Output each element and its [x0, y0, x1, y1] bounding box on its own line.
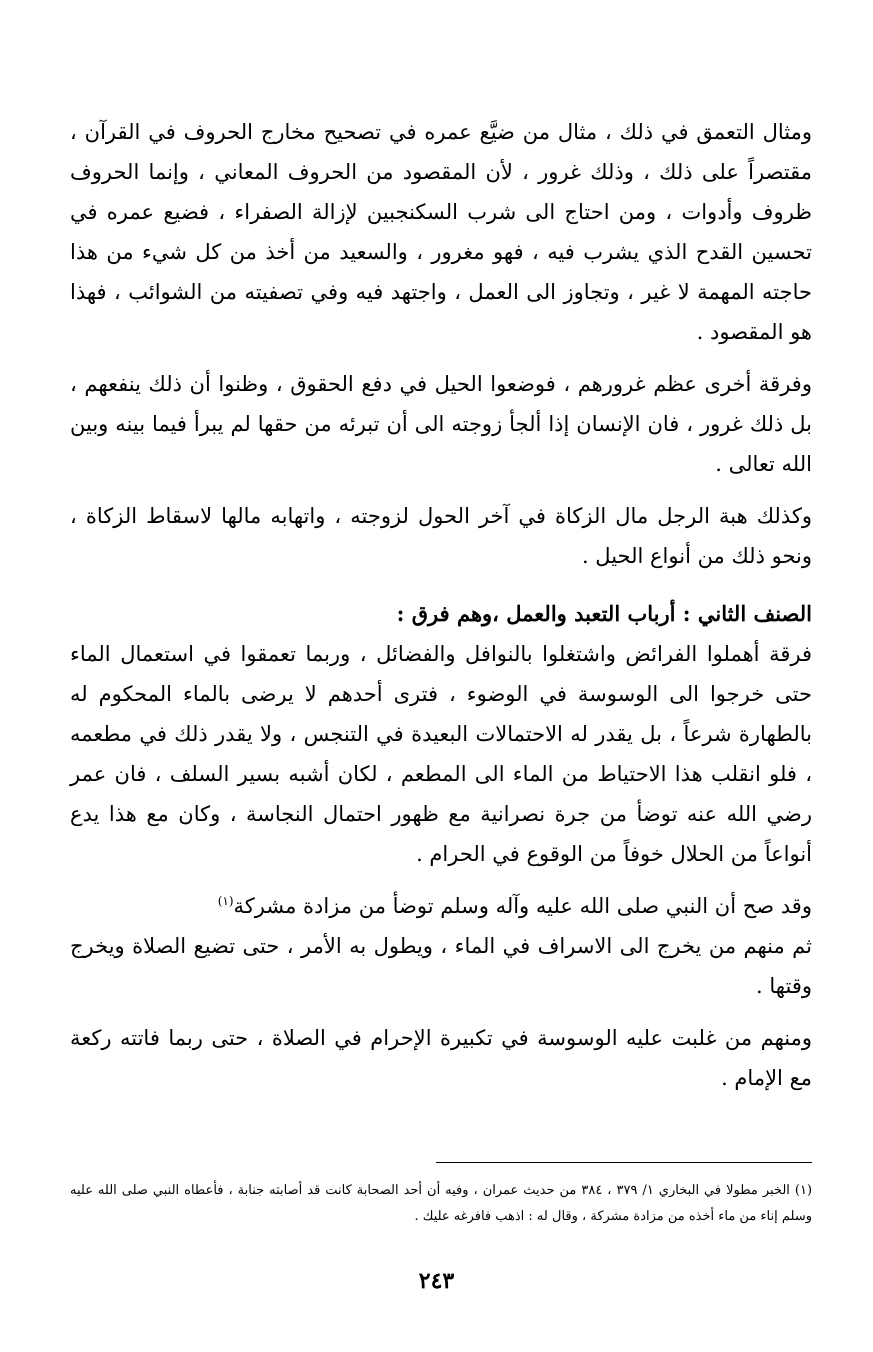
paragraph-hadith [70, 886, 812, 926]
footnote-marker: (١) [217, 894, 234, 908]
hadith-text: وقد صح أن النبي صلى الله عليه وآله وسلم توضأ من مزادة مشركة [233, 894, 812, 918]
paragraph-deep-study: ومثال التعمق في ذلك ، مثال من ضيَّع عمره في تصحيح مخارج الحروف في القرآن ، مقتصراً على ذلك ، وذلك غرور ، لأن المقصود من الحروف المعاني ، وإنما الحروف ظروف وأدوات ، ومن احتاج الى شرب السكنجبين لإزالة الصفراء ، فضيع عمره في تحسين القدح الذي يشرب فيه ، فهو مغرور ، والسعيد من أخذ من كل شيء من هذا حاجته المهمة لا غير ، وتجاوز الى العمل ، واجتهد فيه وفي تصفيته من الشوائب ، فهذا هو المقصود . [70, 120, 812, 344]
footnote-divider [436, 1162, 812, 1163]
page-number: ٢٤٣ [418, 1268, 455, 1294]
paragraph-extravagance: ثم منهم من يخرج الى الاسراف في الماء ، ويطول به الأمر ، حتى تضيع الصلاة ويخرج وقتها . [70, 934, 812, 998]
paragraph-takbir: ومنهم من غلبت عليه الوسوسة في تكبيرة الإحرام في الصلاة ، حتى ربما فاتته ركعة مع الإمام . [70, 1026, 812, 1090]
paragraph-worship: فرقة أهملوا الفرائض واشتغلوا بالنوافل والفضائل ، وربما تعمقوا في استعمال الماء حتى خرجوا الى الوسوسة في الوضوء ، فترى أحدهم لا يرضى بالماء المحكوم له بالطهارة شرعاً ، بل يقدر له الاحتمالات البعيدة في التنجس ، ولا يقدر ذلك في مطعمه ، فلو انقلب هذا الاحتياط من الماء الى المطعم ، لكان أشبه بسير السلف ، فان عمر رضي الله عنه توضأ من جرة نصرانية مع ظهور احتمال النجاسة ، وكان مع هذا يدع أنواعاً من الحلال خوفاً من الوقوع في الحرام . [70, 642, 812, 866]
page-body [70, 112, 812, 1098]
paragraph-zakat: وكذلك هبة الرجل مال الزكاة في آخر الحول لزوجته ، واتهابه مالها لاسقاط الزكاة ، ونحو ذلك من أنواع الحيل . [70, 504, 812, 568]
footnotes [70, 1178, 812, 1230]
paragraph-tricks: وفرقة أخرى عظم غرورهم ، فوضعوا الحيل في دفع الحقوق ، وظنوا أن ذلك ينفعهم ، بل ذلك غرور ، فان الإنسان إذا ألجأ زوجته الى أن تبرئه من حقها لم يبرأ فيما بينه وبين الله تعالى . [70, 372, 812, 476]
section-heading: الصنف الثاني : أرباب التعبد والعمل ،وهم فرق : [396, 601, 812, 626]
footnote-1: (١) الخبر مطولا في البخاري ١/ ٣٧٩ ، ٣٨٤ من حديث عمران ، وفيه أن أحد الصحابة كانت قد أصابته جنابة ، فأعطاه النبي صلى الله عليه وسلم إناء من ماء أخذه من مزادة مشركة ، وقال له : اذهب فافرغه عليك . [70, 1183, 813, 1224]
